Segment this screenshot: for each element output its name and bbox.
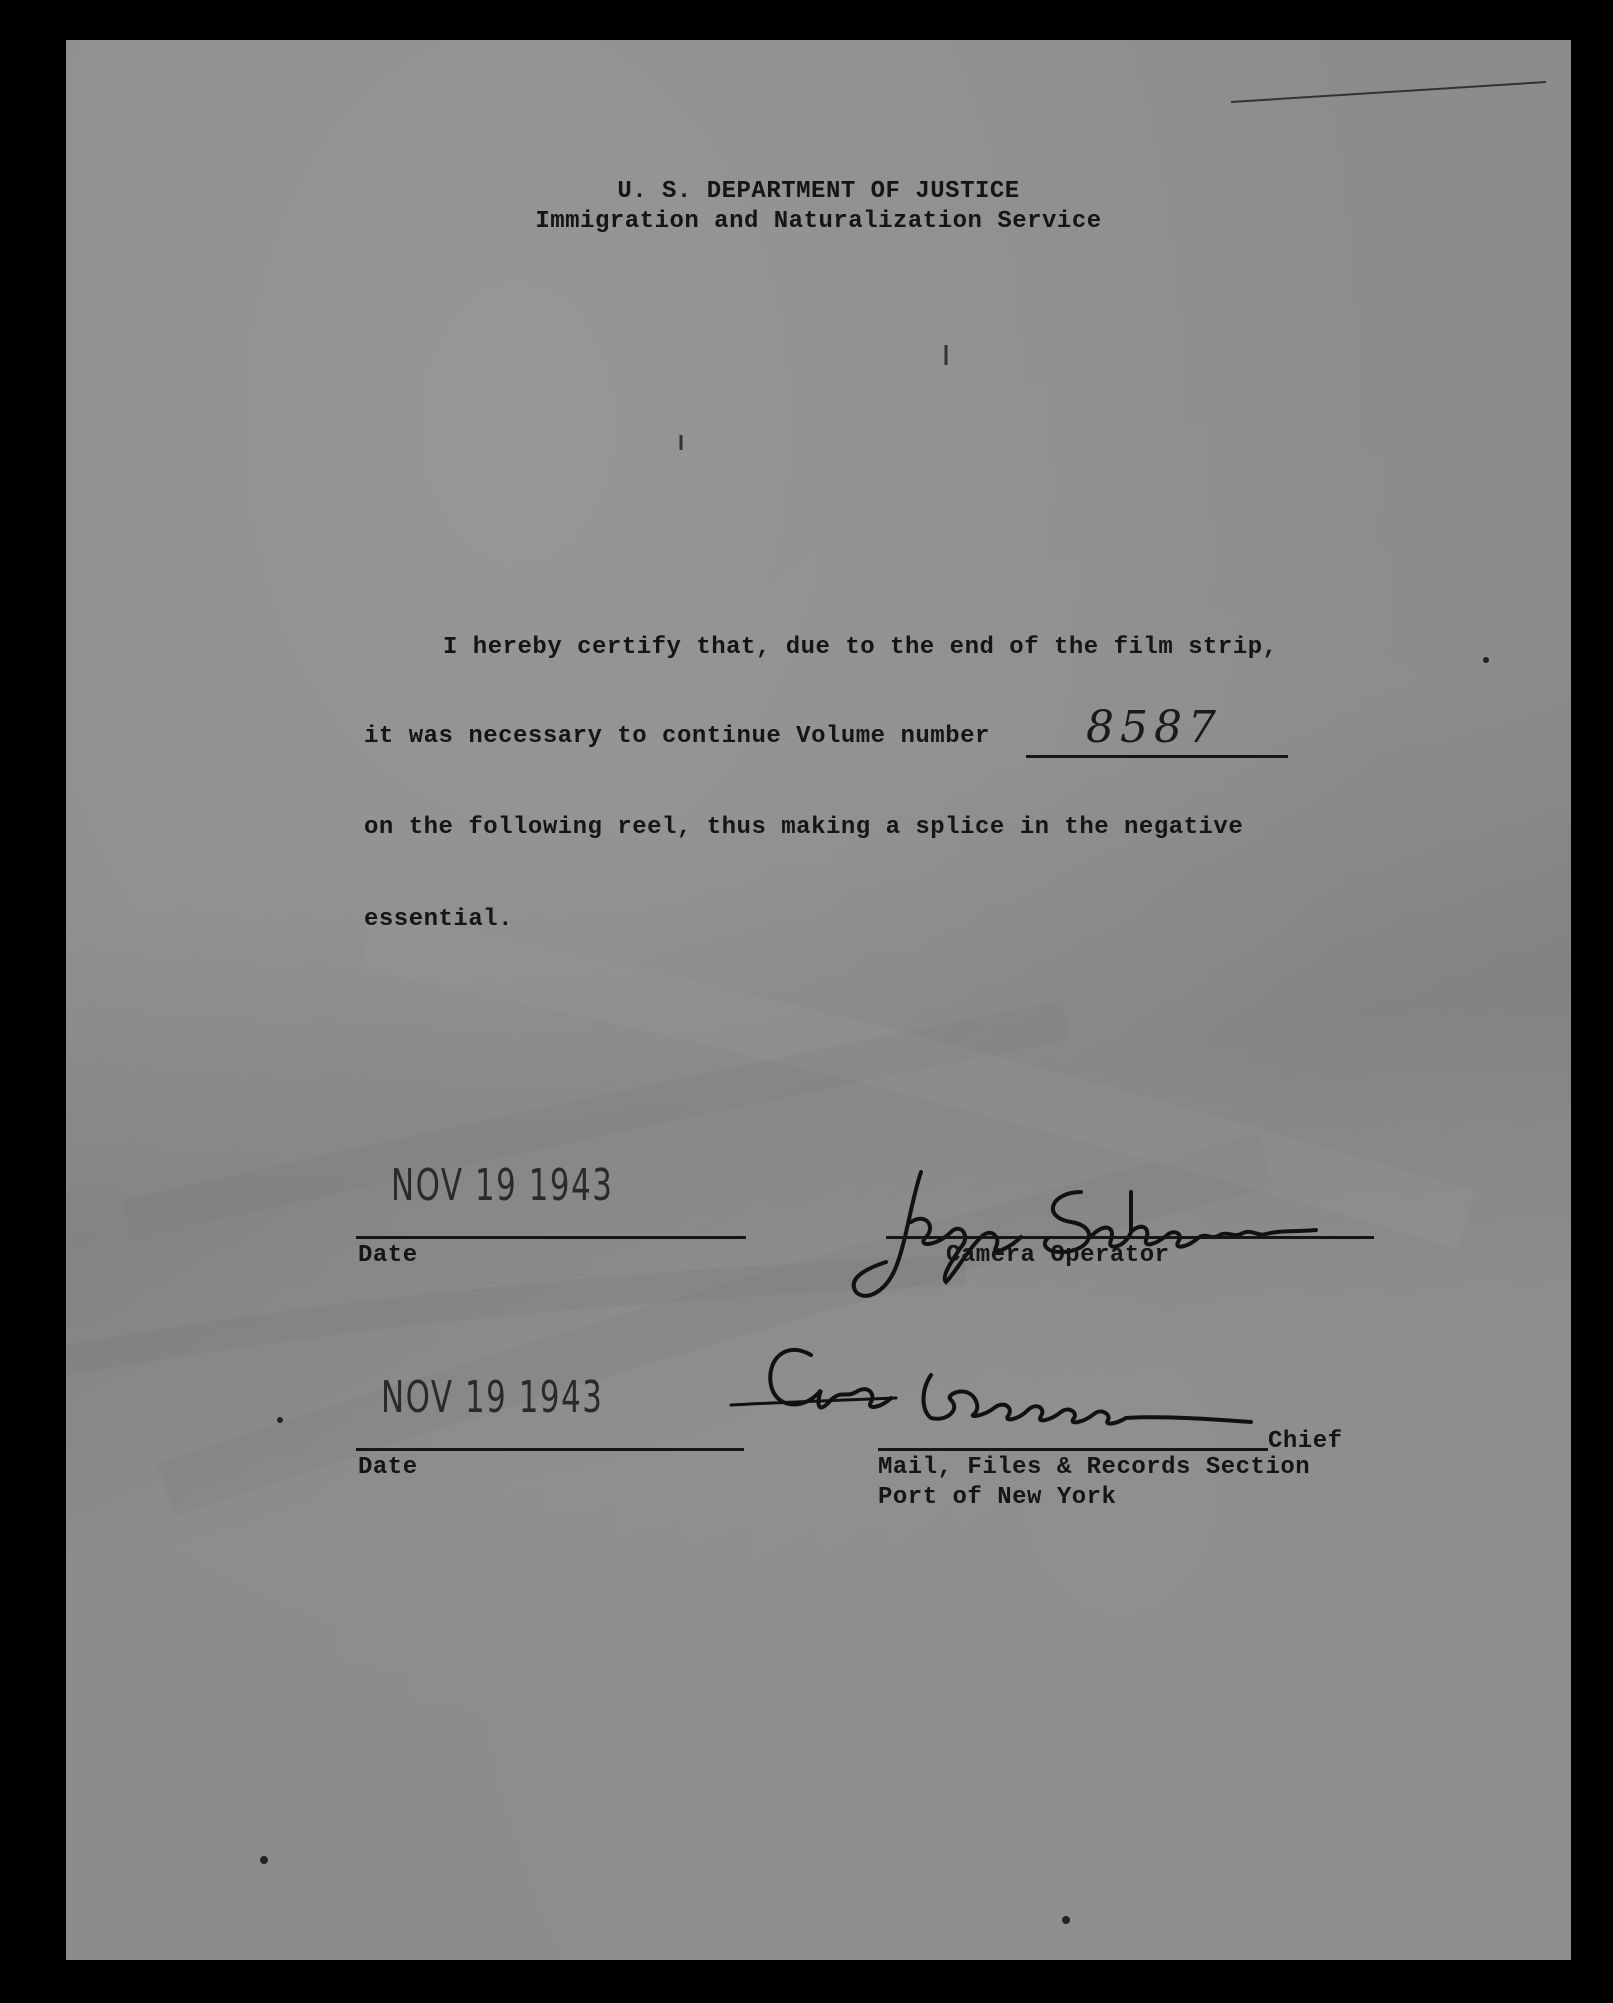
- chief-date-label: Date: [358, 1454, 418, 1481]
- camera-operator-signature: [826, 1152, 1336, 1312]
- chief-port-label: Port of New York: [878, 1484, 1117, 1511]
- camera-date-label: Date: [358, 1242, 418, 1269]
- certificate-line-2: it was necessary to continue Volume number: [364, 723, 990, 750]
- volume-number-value: 8587: [1086, 702, 1222, 753]
- certificate-line-3: on the following reel, thus making a splice in the negative: [364, 814, 1244, 841]
- chief-section-label: Mail, Files & Records Section: [878, 1454, 1311, 1481]
- chief-date-line: [356, 1448, 744, 1451]
- camera-date-stamp: NOV 19 1943: [391, 1160, 614, 1211]
- chief-date-stamp: NOV 19 1943: [381, 1372, 604, 1423]
- certificate-line-4: essential.: [364, 906, 514, 933]
- chief-signature-line: [878, 1448, 1268, 1451]
- camera-operator-label: Camera Operator: [946, 1242, 1170, 1269]
- camera-operator-line: [886, 1236, 1374, 1239]
- chief-title-label: Chief: [1268, 1428, 1343, 1455]
- chief-signature: [706, 1330, 1266, 1440]
- volume-number-underline: [1026, 755, 1288, 758]
- header-department: U. S. DEPARTMENT OF JUSTICE: [617, 178, 1020, 205]
- camera-date-line: [356, 1236, 746, 1239]
- certificate-line-1: I hereby certify that, due to the end of the film strip,: [443, 634, 1278, 661]
- document-page: [66, 40, 1571, 1960]
- header-service: Immigration and Naturalization Service: [535, 208, 1102, 235]
- paper-texture: [66, 40, 1571, 1960]
